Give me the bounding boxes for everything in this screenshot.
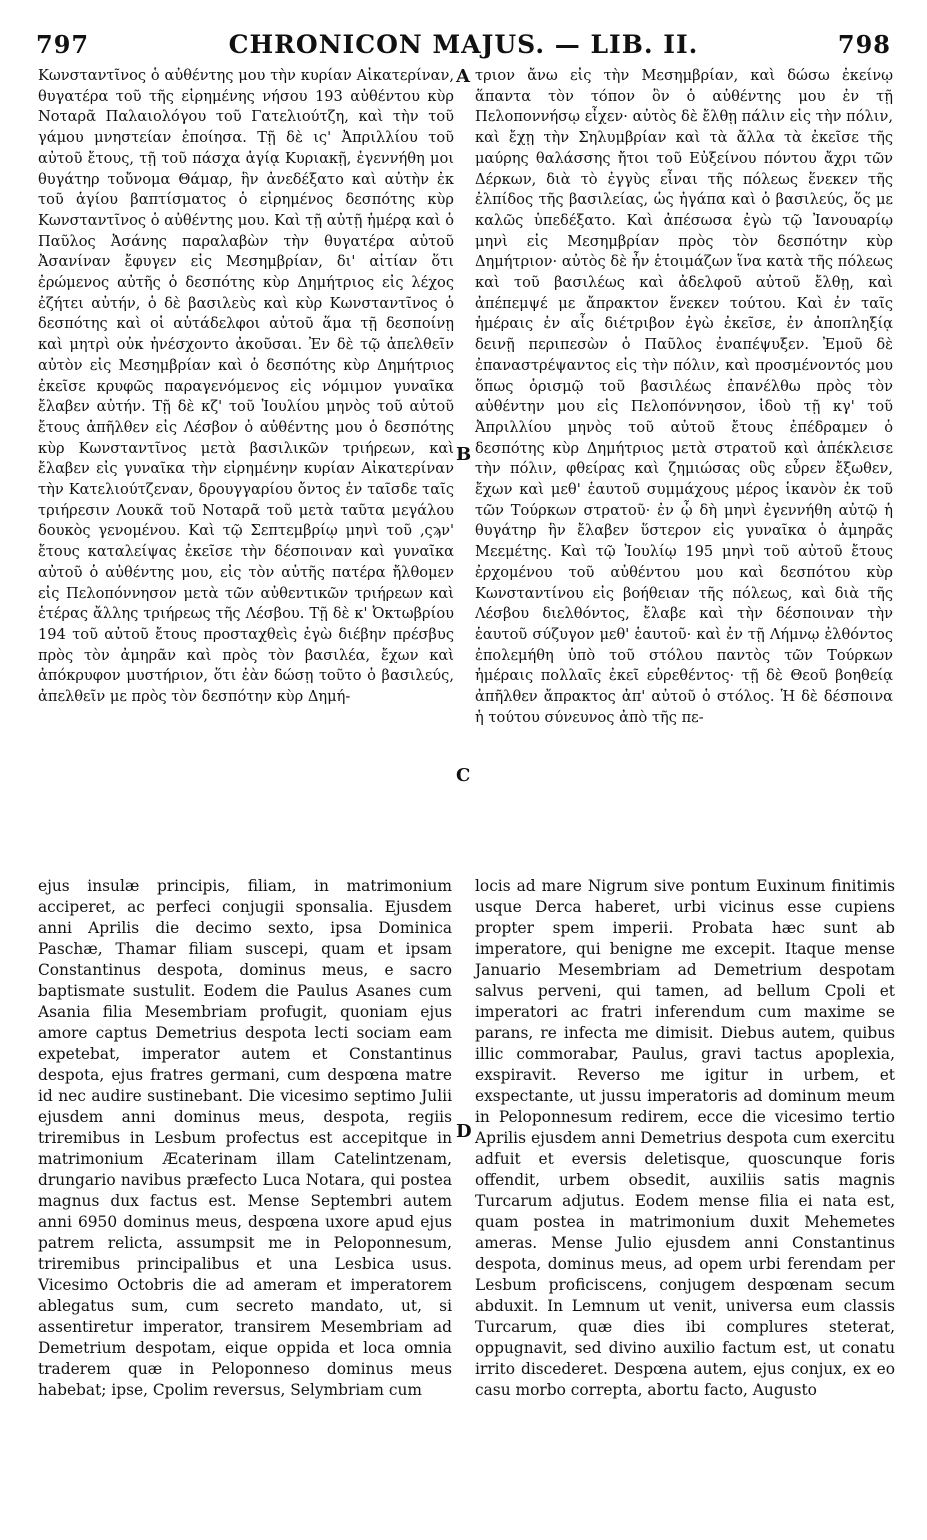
- running-header: [36, 30, 891, 60]
- margin-marker-c: C: [456, 765, 471, 786]
- greek-text-right: τριον ἄνω εἰς τὴν Μεσημβρίαν, καὶ δώσω ἐκείνῳ ἅπαντα τὸν τόπον ὃν ὁ αὐθέντης μου ἐν τῇ Πελοποννήσῳ εἶχεν· αὐτὸς δὲ ἔλθῃ πάλιν εἰς τὴν πόλιν, καὶ ἔχῃ τὴν Σηλυμβρίαν καὶ τὰ ἄλλα τὰ ἐκεῖσε τῆς μαύρης θαλάσσης ἤτοι τοῦ Εὐξείνου πόντου ἄχρι τῶν Δέρκων, διὰ τὸ ἐγγὺς εἶναι τῆς πόλεως ἕνεκεν τῆς ἐλπίδος τῆς βασιλείας, ὡς ἠγάπα καὶ ὁ βασιλεύς, ὅς με καλῶς ὑπεδέξατο. Καὶ ἀπέσωσα ἐγὼ τῷ Ἰανουαρίῳ μηνὶ εἰς Μεσημβρίαν πρὸς τὸν δεσπότην κὺρ Δημήτριον· αὐτὸς δὲ ἦν ἑτοιμάζων ἵνα κατὰ τῆς πόλεως καὶ τοῦ βασιλέως καὶ ἀδελφοῦ αὐτοῦ ἔλθῃ, καὶ ἀπέπεμψέ με ἄπρακτον ἕνεκεν τούτου. Καὶ ἐν ταῖς ἡμέραις ἐν αἷς διέτριβον ἐγὼ ἐκεῖσε, ἐν ἀποπληξίᾳ δεινῇ περιπεσὼν ὁ Παῦλος ἐναπέψυξεν. Ἐμοῦ δὲ ἐπαναστρέψαντος εἰς τὴν πόλιν, καὶ προσμένοντός μου ὅπως ὁρισμῷ τοῦ βασιλέως ἐπανέλθω πρὸς τὸν αὐθέντην μου εἰς Πελοπόννησον, ἰδοὺ τῇ κγ' τοῦ Ἀπριλλίου μηνὸς τοῦ αὐτοῦ ἔτους ἐπέδραμεν ὁ δεσπότης κὺρ Δημήτριος μετὰ στρατοῦ καὶ ἀπέκλεισε τὴν πόλιν, φθείρας καὶ ζημιώσας οὓς εὗρεν ἔξωθεν, ἔχων καὶ μεθ' ἑαυτοῦ συμμάχους μέρος ἱκανὸν ἐκ τοῦ τῶν Τούρκων στρατοῦ· ἐν ᾧ δὴ μηνὶ ἐγεννήθη αὐτῷ ἡ θυγάτηρ ἣν ἔλαβεν ὕστερον εἰς γυναῖκα ὁ ἀμηρᾶς Μεεμέτης. Καὶ τῷ Ἰουλίῳ 195 μηνὶ τοῦ αὐτοῦ ἔτους ἐρχομένου τοῦ αὐθέντου μου καὶ δεσπότου κὺρ Κωνσταντίνου εἰς βοήθειαν τῆς πόλεως, καὶ διὰ τῆς Λέσβου διελθόντος, ἔλαβε καὶ τὴν δέσποιναν τὴν ἑαυτοῦ σύζυγον μεθ' ἑαυτοῦ· καὶ ἐν τῇ Λήμνῳ ἐλθόντος ἐπολεμήθη ὑπὸ τοῦ στόλου παντὸς τῶν Τούρκων ἡμέραις πολλαῖς ἐκεῖ εὑρεθέντος· τῇ δὲ Θεοῦ βοηθείᾳ ἀπῆλθεν ἄπρακτος ἀπ' αὐτοῦ ὁ στόλος. Ἡ δὲ δέσποινα ἡ τούτου σύνευνος ἀπὸ τῆς πε-: [475, 67, 893, 726]
- latin-column-right: [475, 876, 895, 1516]
- latin-text-right: locis ad mare Nigrum sive pontum Euxinum finitimis usque Derca haberet, urbi vicinus esse cupiens propter spem imperii. Probata hæc sunt ab imperatore, qui benigne me excepit. Itaque mense Januario Mesembriam ad Demetrium despotam salvus perveni, qui tamen, ad bellum Cpoli et imperatori ac fratri inferendum cum maxime se parans, re infecta me dimisit. Diebus autem, quibus illic commorabar, Paulus, gravi tactus apoplexia, exspiravit. Reverso me igitur in urbem, et exspectante, ut jussu imperatoris ad dominum meum in Peloponnesum redirem, ecce die vicesimo tertio Aprilis ejusdem anni Demetrius despota cum exercitu adfuit et eversis deletisque, quoscunque foris offendit, urbem obsedit, auxiliis satis magnis Turcarum adjutus. Eodem mense filia ei nata est, quam postea in matrimonium duxit Mehemetes ameras. Mense Julio ejusdem anni Constantinus despota, dominus meus, ad opem urbi ferendam per Lesbum proficiscens, conjugem despœnam secum abduxit. In Lemnum ut venit, universa eum classis Turcarum, quæ dies ibi complures steterat, oppugnavit, sed divino auxilio factum est, ut conatu irrito discederet. Despœna autem, ejus conjux, ex eo casu morbo correpta, abortu facto, Augusto: [475, 877, 895, 1399]
- margin-marker-b: B: [456, 444, 472, 465]
- greek-column-right: [475, 66, 893, 856]
- greek-column-left: [38, 66, 454, 856]
- page-number-left: 797: [36, 30, 90, 59]
- running-title: CHRONICON MAJUS. — LIB. II.: [228, 30, 699, 59]
- greek-text-left: Κωνσταντῖνος ὁ αὐθέντης μου τὴν κυρίαν Αἰκατερίναν, θυγατέρα τοῦ τῆς εἰρημένης νήσου 193 αὐθέντου κὺρ Νοταρᾶ Παλαιολόγου τοῦ Γατελιούτζη, καὶ τὴν τοῦ γάμου μνηστείαν ἐποίησα. Τῇ δὲ ις' Ἀπριλλίου τοῦ αὐτοῦ ἔτους, τῇ τοῦ πάσχα ἁγίᾳ Κυριακῇ, ἐγεννήθη μοι θυγάτηρ τοὔνομα Θάμαρ, ἣν ἀνεδέξατο καὶ αὐτὴν ἐκ τοῦ ἁγίου βαπτίσματος ὁ εἰρημένος δεσπότης κὺρ Κωνσταντῖνος ὁ αὐθέντης μου. Καὶ τῇ αὐτῇ ἡμέρᾳ καὶ ὁ Παῦλος Ἀσάνης παραλαβὼν τὴν θυγατέρα αὐτοῦ Ἀσανίναν ἔφυγεν εἰς Μεσημβρίαν, δι' αἰτίαν ὅτι ἐρώμενος αὐτῆς ὁ δεσπότης κὺρ Δημήτριος εἰς λέχος ἐζήτει αὐτήν, ὁ δὲ βασιλεὺς καὶ κὺρ Κωνσταντῖνος ὁ δεσπότης καὶ οἱ αὐτάδελφοι αὐτοῦ ἅμα τῇ δεσποίνῃ καὶ μητρὶ οὐκ ἠνέσχοντο ἀκοῦσαι. Ἐν δὲ τῷ ἀπελθεῖν αὐτὸν εἰς Μεσημβρίαν καὶ ὁ δεσπότης κὺρ Δημήτριος ἐκεῖσε κρυφῶς παραγενόμενος εἰς νόμιμον γυναῖκα ἔλαβεν αὐτήν. Τῇ δὲ κζ' τοῦ Ἰουλίου μηνὸς τοῦ αὐτοῦ ἔτους ἀπῆλθεν εἰς Λέσβον ὁ αὐθέντης μου ὁ δεσπότης κὺρ Κωνσταντῖνος μετὰ βασιλικῶν τριήρεων, καὶ ἔλαβεν εἰς γυναῖκα τὴν εἰρημένην κυρίαν Αἰκατερίναν τὴν Κατελιούτζεναν, δρουγγαρίου ὄντος ἐν ταῖσδε ταῖς τριήρεσιν Λουκᾶ τοῦ Νοταρᾶ τοῦ μετὰ ταῦτα μεγάλου δουκὸς γενομένου. Καὶ τῷ Σεπτεμβρίῳ μηνὶ τοῦ ‚ςϡν' ἔτους καταλείψας ἐκεῖσε τὴν δέσποιναν καὶ γυναῖκα αὐτοῦ ὁ αὐθέντης μου, εἰς τὸν αὐτῆς πατέρα ἤλθομεν εἰς Πελοπόννησον μετὰ τῶν αὐθεντικῶν τριήρεων καὶ ἑτέρας ἄλλης τριήρεως τῆς Λέσβου. Τῇ δὲ κ' Ὀκτωβρίου 194 τοῦ αὐτοῦ ἔτους προσταχθεὶς ἐγὼ διέβην πρέσβυς πρὸς τὸν ἀμηρᾶν καὶ πρὸς τὸν βασιλέα, ἔχων καὶ ἀπόκρυφον μυστήριον, ὅτι ἐὰν δώσῃ τοῦτο ὁ βασιλεύς, ἀπελθεῖν με πρὸς τὸν δεσπότην κὺρ Δημή-: [38, 67, 454, 706]
- page-number-right: 798: [837, 30, 891, 59]
- margin-marker-a: A: [456, 66, 470, 87]
- margin-marker-d: D: [456, 1121, 472, 1142]
- latin-text-left: ejus insulæ principis, filiam, in matrimonium acciperet, ac perfeci conjugii sponsalia. Ejusdem anni Aprilis die decimo sexto, ipsa Dominica Paschæ, Thamar filiam suscepi, quam et ipsam Constantinus despota, dominus meus, e sacro baptismate sustulit. Eodem die Paulus Asanes cum Asania filia Mesembriam profugit, quoniam ejus amore captus Demetrius despota lecti sociam eam expetebat, imperator autem et Constantinus despota, ejus fratres germani, cum despœna matre id nec audire sustinebant. Die vicesimo septimo Julii ejusdem anni dominus meus, despota, regiis triremibus in Lesbum profectus est accepitque in matrimonium Æcaterinam illam Catelintzenam, drungario navibus præfecto Luca Notara, qui postea magnus dux factus est. Mense Septembri autem anni 6950 dominus meus, despœna uxore apud ejus patrem relicta, assumpsit me in Peloponnesum, triremibus principalibus et una Lesbica usus. Vicesimo Octobris die ad ameram et imperatorem ablegatus sum, cum secreto mandato, ut, si assentiretur imperator, transirem Mesembriam ad Demetrium despotam, eique oppida et loca omnia traderem quæ in Peloponneso dominus meus habebat; ipse, Cpolim reversus, Selymbriam cum: [38, 877, 452, 1399]
- latin-column-left: [38, 876, 452, 1516]
